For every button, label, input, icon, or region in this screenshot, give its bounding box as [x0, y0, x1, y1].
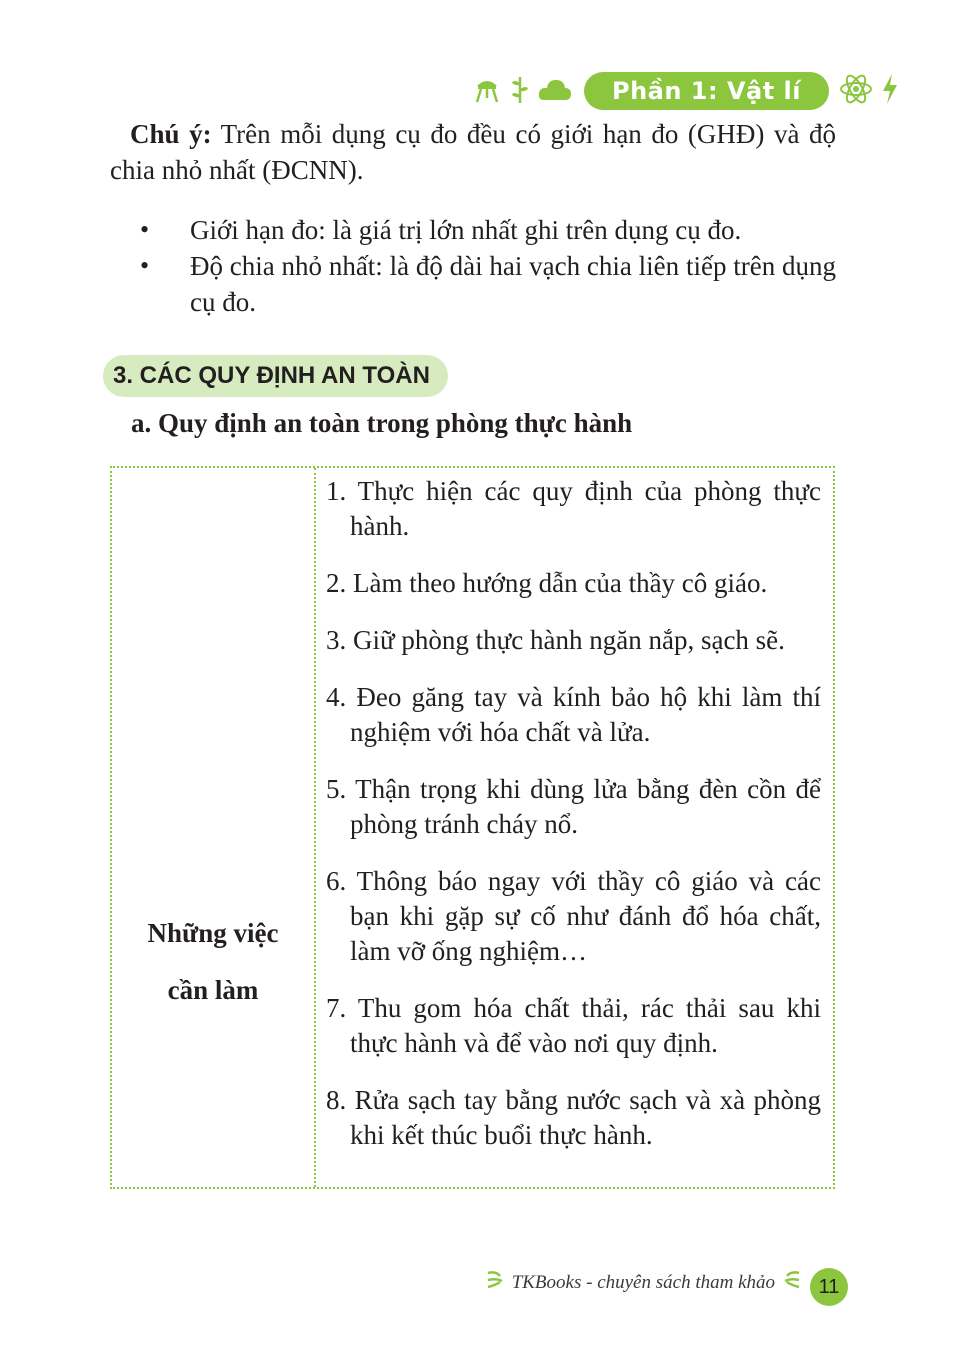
atom-icon [839, 72, 873, 111]
section-heading: 3. CÁC QUY ĐỊNH AN TOÀN [103, 355, 448, 397]
rules-cell [316, 468, 833, 1187]
subsection-heading: a. Quy định an toàn trong phòng thực hành [131, 408, 633, 438]
rule-item: 3. Giữ phòng thực hành ngăn nắp, sạch sẽ. [326, 625, 785, 655]
category-label-line2: cần làm [167, 975, 259, 1005]
lightning-icon [881, 73, 899, 110]
part-label: Phần 1: Vật lí [584, 72, 829, 110]
list-item: • Giới hạn đo: là giá trị lớn nhất ghi trên dụng cụ đo. [110, 212, 836, 248]
leaf-icon [486, 1270, 504, 1295]
rule-item: 2. Làm theo hướng dẫn của thầy cô giáo. [326, 568, 768, 598]
rule-item: 7. Thu gom hóa chất thải, rác thải sau khi thực hành và để vào nơi quy định. [326, 993, 821, 1058]
page-header [472, 66, 899, 116]
category-label-line1: Những việc [147, 918, 279, 948]
page-footer [486, 1270, 801, 1295]
list-item: • Độ chia nhỏ nhất: là độ dài hai vạch chia liên tiếp trên dụng cụ đo. [110, 248, 836, 320]
page-number: 11 [810, 1268, 848, 1306]
note-label: Chú ý: [130, 119, 212, 149]
rule-item: 6. Thông báo ngay với thầy cô giáo và các bạn khi gặp sự cố như đánh đổ hóa chất, làm vỡ ống nghiệm… [326, 866, 821, 966]
note-paragraph [110, 116, 836, 188]
safety-rules-table [110, 466, 835, 1189]
rule-item: 5. Thận trọng khi dùng lửa bằng đèn cồn để phòng tránh cháy nổ. [326, 774, 821, 839]
lab-stand-icon [472, 74, 502, 109]
rule-item: 4. Đeo găng tay và kính bảo hộ khi làm thí nghiệm với hóa chất và lửa. [326, 682, 821, 747]
rule-item: 1. Thực hiện các quy định của phòng thực hành. [326, 476, 821, 541]
note-text: Trên mỗi dụng cụ đo đều có giới hạn đo (GHĐ) và độ chia nhỏ nhất (ĐCNN). [110, 119, 836, 185]
sprout-icon [510, 73, 530, 110]
category-cell [112, 468, 316, 1187]
definition-list [110, 212, 836, 320]
publisher-text: TKBooks - chuyên sách tham khảo [511, 1271, 775, 1293]
rule-item: 8. Rửa sạch tay bằng nước sạch và xà phòng khi kết thúc buổi thực hành. [326, 1085, 821, 1150]
cloud-icon [538, 76, 572, 107]
leaf-icon [783, 1270, 801, 1295]
